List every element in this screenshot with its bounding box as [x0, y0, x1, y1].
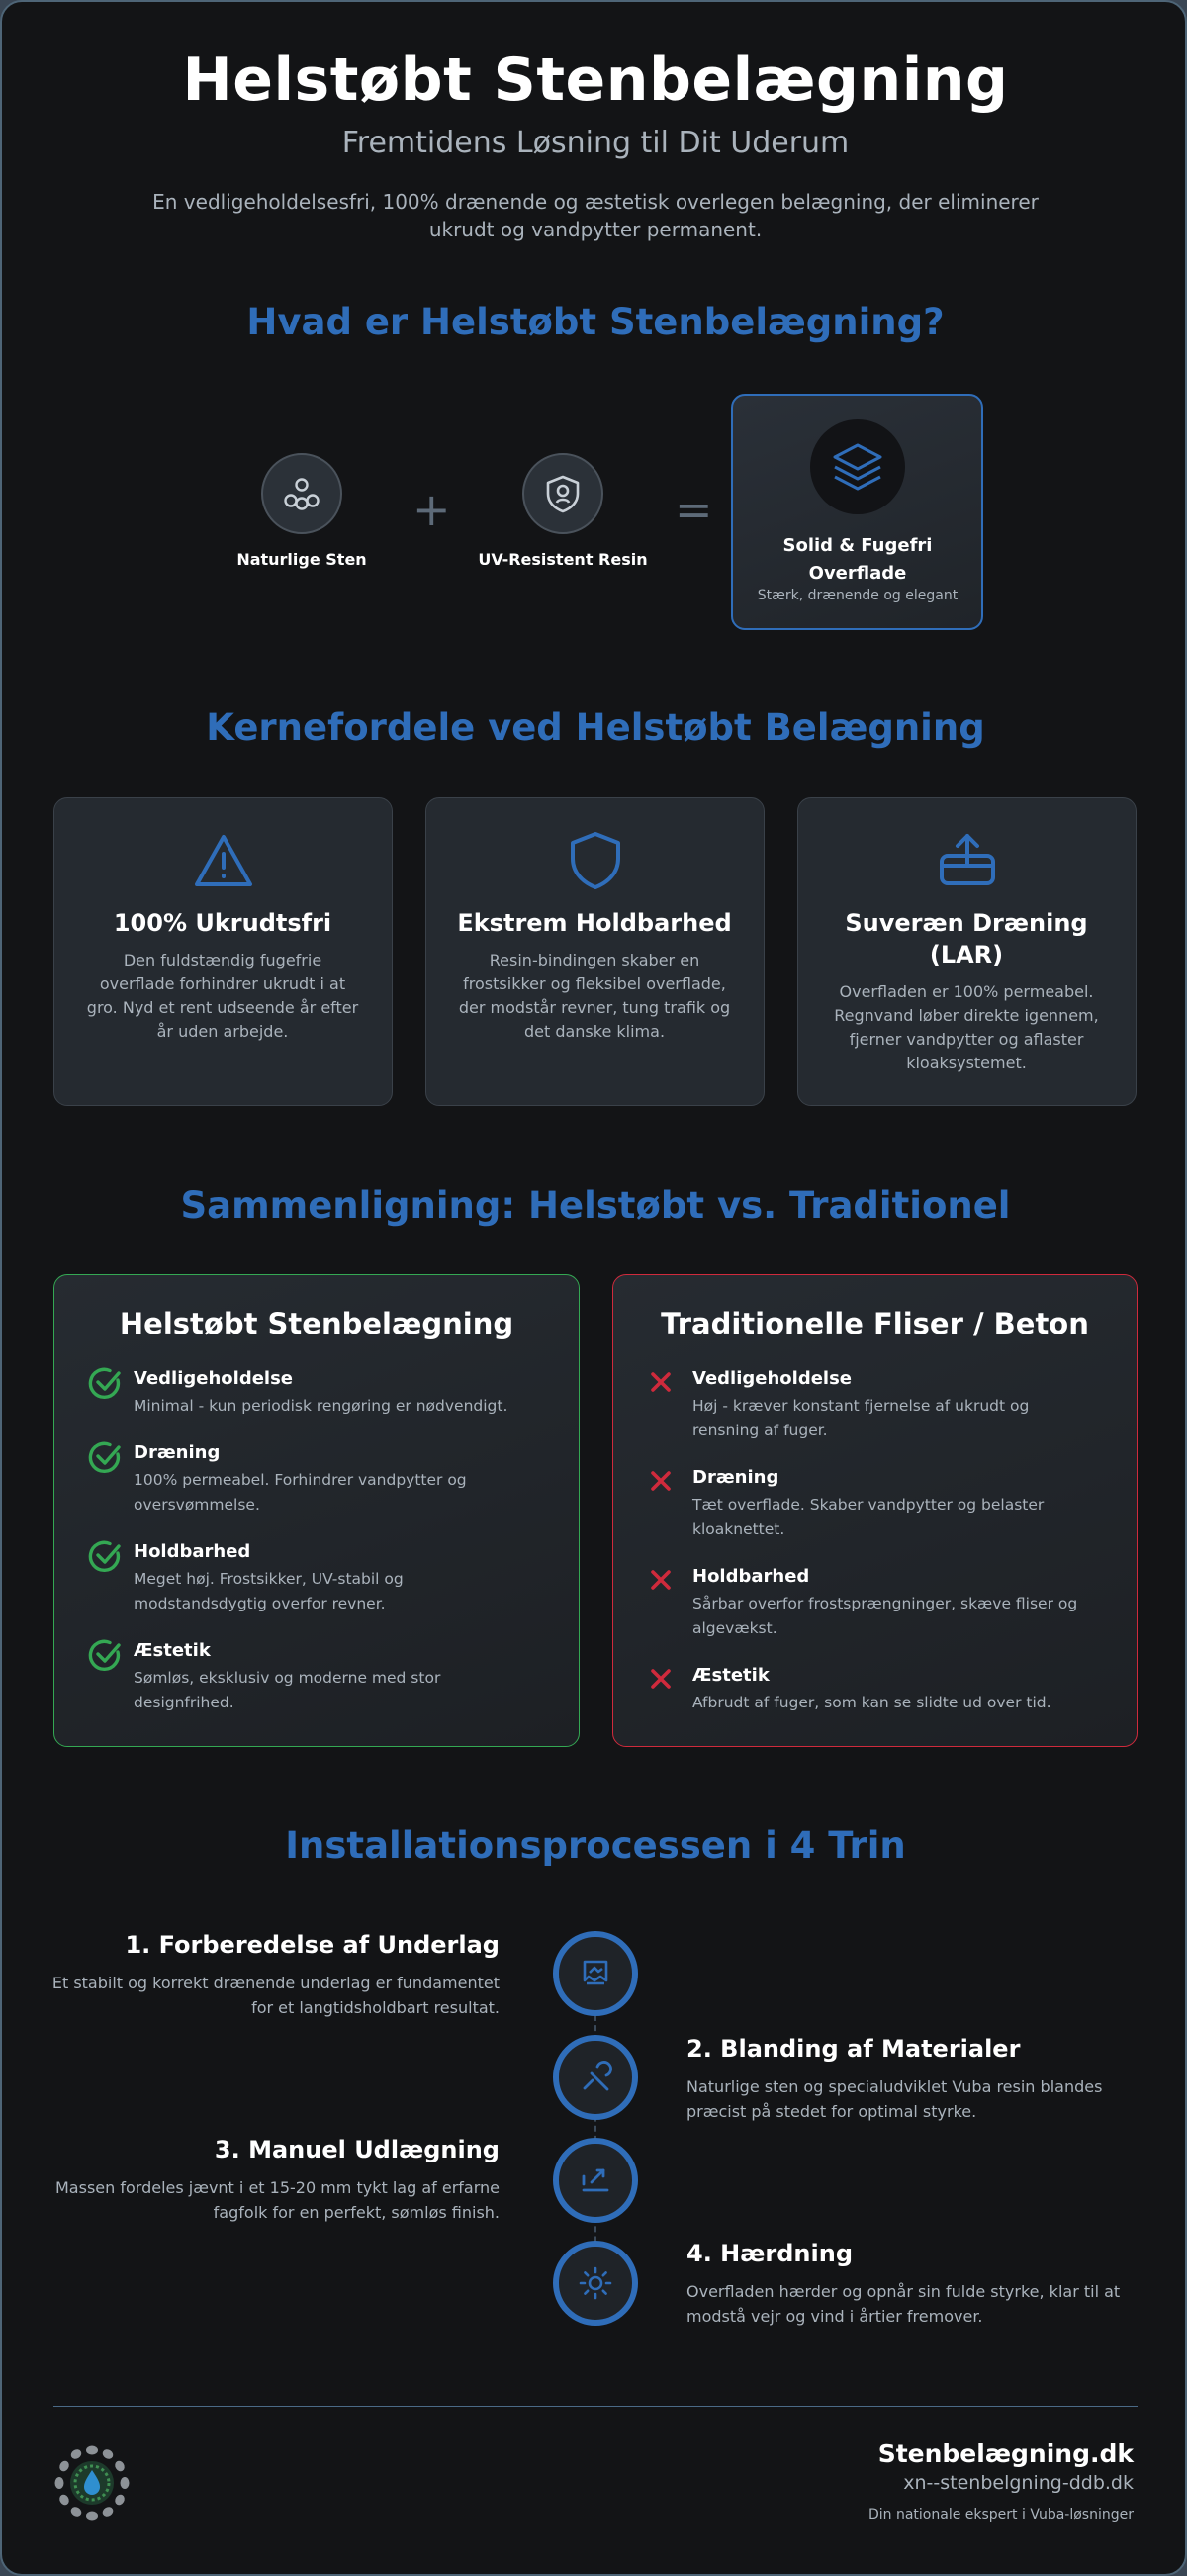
trowel-icon [553, 2138, 638, 2223]
benefit-text-line: det danske klima. [523, 1022, 666, 1041]
benefit-text-line: år uden arbejde. [156, 1022, 289, 1041]
benefit-text-line: Regnvand løber direkte igennem, [834, 1006, 1099, 1025]
benefit-title [798, 907, 1135, 970]
stones-icon [261, 453, 342, 534]
comparison-item-text [692, 1394, 1128, 1443]
benefit-text-line: gro. Nyd et rent udseende år efter [86, 998, 359, 1017]
drain-icon [939, 832, 996, 891]
comparison-item-title: Holdbarhed [692, 1566, 810, 1587]
benefit-card [53, 797, 393, 1106]
page-title: Helstøbt Stenbelægning [182, 46, 1009, 115]
comparison-item-title: Æstetik [134, 1640, 211, 1661]
benefit-card [797, 797, 1137, 1106]
result-title-line: Solid & Fugefri [782, 535, 933, 556]
process-step-text [0, 1971, 500, 2020]
comparison-item-line: Tæt overflade. Skaber vandpytter og belaster [692, 1496, 1045, 1514]
plus-sign: + [412, 483, 451, 536]
comparison-item-line: Afbrudt af fuger, som kan se slidte ud over tid. [692, 1694, 1051, 1711]
footer-domain-link[interactable]: xn--stenbelgning-ddb.dk [903, 2472, 1134, 2494]
comparison-item-line: Meget høj. Frostsikker, UV-stabil og [134, 1570, 404, 1588]
comparison-item-title: Dræning [692, 1467, 779, 1488]
check-icon [88, 1366, 122, 1404]
intro-line: ukrudt og vandpytter permanent. [428, 218, 763, 241]
comparison-item-title: Holdbarhed [134, 1541, 251, 1562]
comparison-item-line: Minimal - kun periodisk rengøring er nødvendigt. [134, 1397, 508, 1415]
comparison-item-line: modstandsdygtig overfor revner. [134, 1595, 386, 1612]
process-step-line: for et langtidsholdbart resultat. [251, 1998, 500, 2017]
benefit-text-line: Overfladen er 100% permeabel. [839, 982, 1094, 1001]
benefit-title-line: 100% Ukrudtsfri [113, 909, 332, 937]
comparison-title: Helstøbt Stenbelægning [119, 1307, 514, 1340]
benefit-title [54, 907, 391, 939]
cross-icon [649, 1568, 673, 1596]
section-heading-process: Installationsprocessen i 4 Trin [285, 1824, 906, 1867]
result-subtitle: Stærk, drænende og elegant [757, 588, 959, 603]
footer-brand-name: Stenbelægning.dk [877, 2439, 1134, 2468]
benefit-title [426, 907, 763, 939]
process-step-title: 4. Hærdning [686, 2240, 853, 2267]
comparison-item-line: rensning af fuger. [692, 1422, 828, 1439]
result-card [731, 394, 983, 630]
check-icon [88, 1638, 122, 1676]
shield-icon [569, 830, 622, 895]
comparison-item-text [134, 1394, 559, 1419]
benefit-title-line: Suveræn Dræning [845, 909, 1088, 937]
ingredient-label: UV-Resistent Resin [478, 550, 648, 569]
comparison-item-text [692, 1493, 1128, 1542]
process-step-title: 1. Forberedelse af Underlag [125, 1931, 500, 1959]
result-title-line: Overflade [808, 563, 907, 584]
comparison-item-title: Æstetik [692, 1665, 770, 1686]
page-subtitle: Fremtidens Løsning til Dit Uderum [341, 126, 850, 160]
comparison-item-line: oversvømmelse. [134, 1496, 260, 1514]
comparison-card-helstoebt [53, 1274, 580, 1747]
benefit-text-line: fjerner vandpytter og aflaster [849, 1030, 1084, 1049]
section-heading-benefits: Kernefordele ved Helstøbt Belægning [206, 706, 985, 749]
comparison-item-text [134, 1567, 559, 1616]
section-heading-comparison: Sammenligning: Helstøbt vs. Traditionel [180, 1184, 1011, 1227]
comparison-item-line: Sårbar overfor frostsprængninger, skæve fliser og [692, 1595, 1078, 1612]
tools-icon [553, 2035, 638, 2120]
ingredient-resin [522, 453, 603, 534]
check-icon [88, 1440, 122, 1478]
comparison-item-text [692, 1592, 1128, 1641]
process-step-line: Massen fordeles jævnt i et 15-20 mm tykt lag af erfarne [55, 2178, 500, 2197]
benefit-text [54, 949, 391, 1044]
process-step-line: Overfladen hærder og opnår sin fulde styrke, klar til at [686, 2282, 1121, 2301]
comparison-item-title: Vedligeholdelse [692, 1368, 853, 1389]
ingredient-label: Naturlige Sten [236, 550, 367, 569]
comparison-item-text [692, 1691, 1128, 1715]
comparison-item-title: Dræning [134, 1442, 221, 1463]
check-icon [88, 1539, 122, 1577]
benefit-title-line: (LAR) [929, 941, 1004, 968]
result-title [733, 532, 982, 588]
section-heading-what: Hvad er Helstøbt Stenbelægning? [246, 301, 945, 343]
ingredient-natural-stone [261, 453, 342, 534]
comparison-item-line: Sømløs, eksklusiv og moderne med stor [134, 1669, 441, 1687]
process-step-text [0, 2175, 500, 2225]
benefit-text-line: overflade forhindrer ukrudt i at [99, 974, 346, 993]
benefit-text [426, 949, 763, 1044]
comparison-item-text [134, 1666, 559, 1715]
comparison-item-line: 100% permeabel. Forhindrer vandpytter og [134, 1471, 467, 1489]
layers-icon [810, 419, 905, 514]
process-step-line: Et stabilt og korrekt drænende underlag er fundamentet [51, 1974, 500, 1992]
comparison-item-line: designfrihed. [134, 1694, 234, 1711]
cross-icon [649, 1667, 673, 1695]
comparison-item-line: kloaknettet. [692, 1520, 785, 1538]
intro-line: En vedligeholdelsesfri, 100% drænende og æstetisk overlegen belægning, der eliminerer [152, 190, 1039, 214]
process-step-line: præcist på stedet for optimal styrke. [686, 2102, 977, 2121]
cross-icon [649, 1370, 673, 1398]
shield-icon [522, 453, 603, 534]
process-step-line: modstå vejr og vind i årtier fremover. [686, 2307, 983, 2326]
comparison-title: Traditionelle Fliser / Beton [661, 1307, 1089, 1340]
comparison-item-title: Vedligeholdelse [134, 1368, 294, 1389]
benefit-title-line: Ekstrem Holdbarhed [457, 909, 732, 937]
map-icon [553, 1931, 638, 2016]
benefit-text-line: Den fuldstændig fugefrie [123, 951, 322, 969]
warning-icon [193, 832, 254, 893]
intro-text [2, 188, 1187, 243]
benefit-text-line: Resin-bindingen skaber en [489, 951, 700, 969]
benefit-text-line: der modstår revner, tung trafik og [458, 998, 731, 1017]
logo-icon [53, 2444, 131, 2526]
equals-sign: = [675, 483, 713, 536]
process-step-title: 3. Manuel Udlægning [214, 2136, 500, 2163]
process-step-line: fagfolk for en perfekt, sømløs finish. [213, 2203, 500, 2222]
footer-divider [53, 2406, 1138, 2407]
process-step-line: Naturlige sten og specialudviklet Vuba resin blandes [686, 2077, 1103, 2096]
benefit-card [425, 797, 765, 1106]
process-step-title: 2. Blanding af Materialer [686, 2035, 1021, 2063]
benefit-text [798, 980, 1135, 1075]
process-step-text [686, 2074, 1161, 2124]
comparison-card-traditional [612, 1274, 1138, 1747]
footer-tagline: Din nationale ekspert i Vuba-løsninger [867, 2507, 1134, 2523]
process-step-text [686, 2279, 1161, 2329]
benefit-text-line: frostsikker og fleksibel overflade, [463, 974, 726, 993]
sun-icon [553, 2241, 638, 2326]
comparison-item-line: Høj - kræver konstant fjernelse af ukrudt og [692, 1397, 1030, 1415]
benefit-text-line: kloaksystemet. [906, 1054, 1027, 1072]
comparison-item-line: algevækst. [692, 1619, 777, 1637]
cross-icon [649, 1469, 673, 1497]
comparison-item-text [134, 1468, 559, 1518]
